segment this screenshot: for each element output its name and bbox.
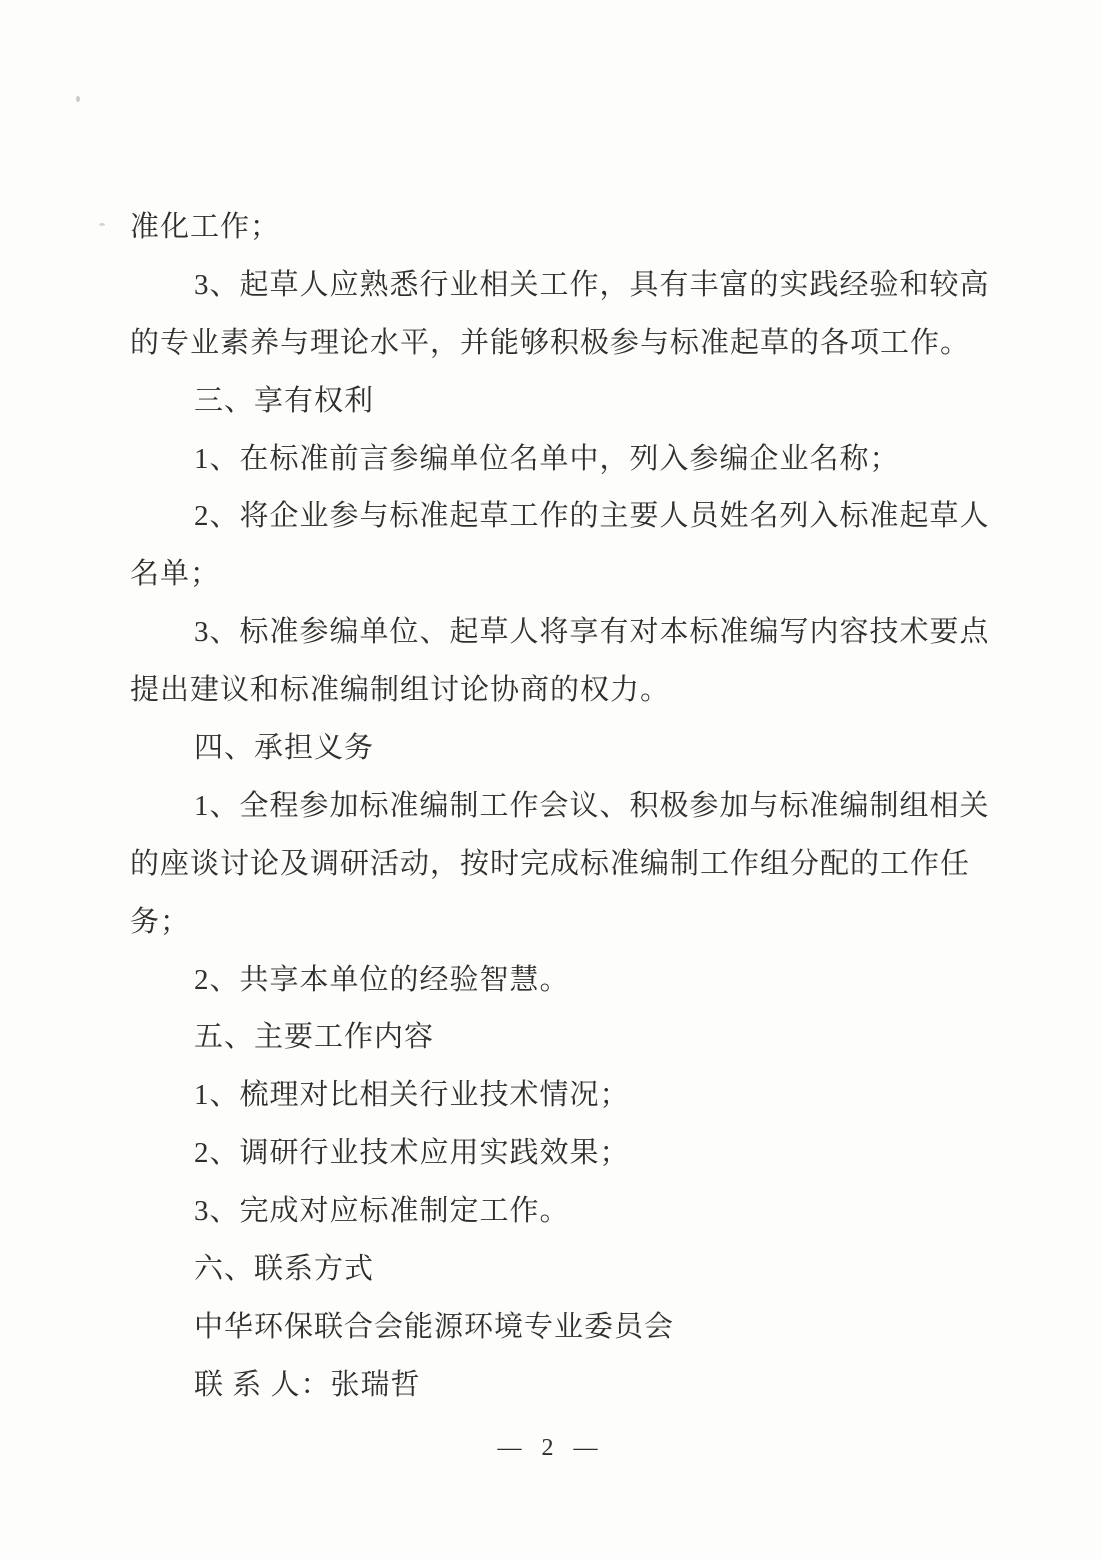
text-line: 3、标准参编单位、起草人将享有对本标准编写内容技术要点 [194, 616, 990, 649]
text-line: 六、联系方式 [194, 1253, 375, 1286]
text-line: 2、调研行业技术应用实践效果； [194, 1137, 630, 1170]
page-number: — 2 — [497, 1435, 605, 1461]
text-line: 四、承担义务 [194, 732, 375, 765]
text-line: 名单； [130, 558, 221, 591]
scan-artifact [76, 96, 80, 102]
text-line: 准化工作； [130, 211, 281, 243]
text-line: 三、享有权利 [194, 384, 375, 417]
text-line: 提出建议和标准编制组讨论协商的权力。 [130, 674, 671, 707]
scan-artifact [99, 223, 105, 226]
text-line: 的座谈讨论及调研活动，按时完成标准编制工作组分配的工作任 [130, 847, 971, 880]
text-line: 的专业素养与理论水平，并能够积极参与标准起草的各项工作。 [130, 326, 971, 359]
text-line: 1、梳理对比相关行业技术情况； [194, 1079, 630, 1112]
text-line: 3、起草人应熟悉行业相关工作，具有丰富的实践经验和较高 [194, 268, 990, 301]
text-line: 中华环保联合会能源环境专业委员会 [194, 1310, 675, 1343]
text-line: 3、完成对应标准制定工作。 [194, 1195, 570, 1228]
text-line: 务； [130, 905, 191, 938]
text-line: 2、共享本单位的经验智慧。 [194, 963, 570, 996]
text-line: 2、将企业参与标准起草工作的主要人员姓名列入标准起草人 [194, 500, 990, 533]
text-line: 1、全程参加标准编制工作会议、积极参加与标准编制组相关 [194, 789, 990, 822]
text-line: 联 系 人：张瑞哲 [194, 1368, 421, 1401]
document-body [130, 199, 990, 1415]
text-line: 五、主要工作内容 [194, 1021, 435, 1054]
text-line: 1、在标准前言参编单位名单中，列入参编企业名称； [194, 442, 900, 475]
